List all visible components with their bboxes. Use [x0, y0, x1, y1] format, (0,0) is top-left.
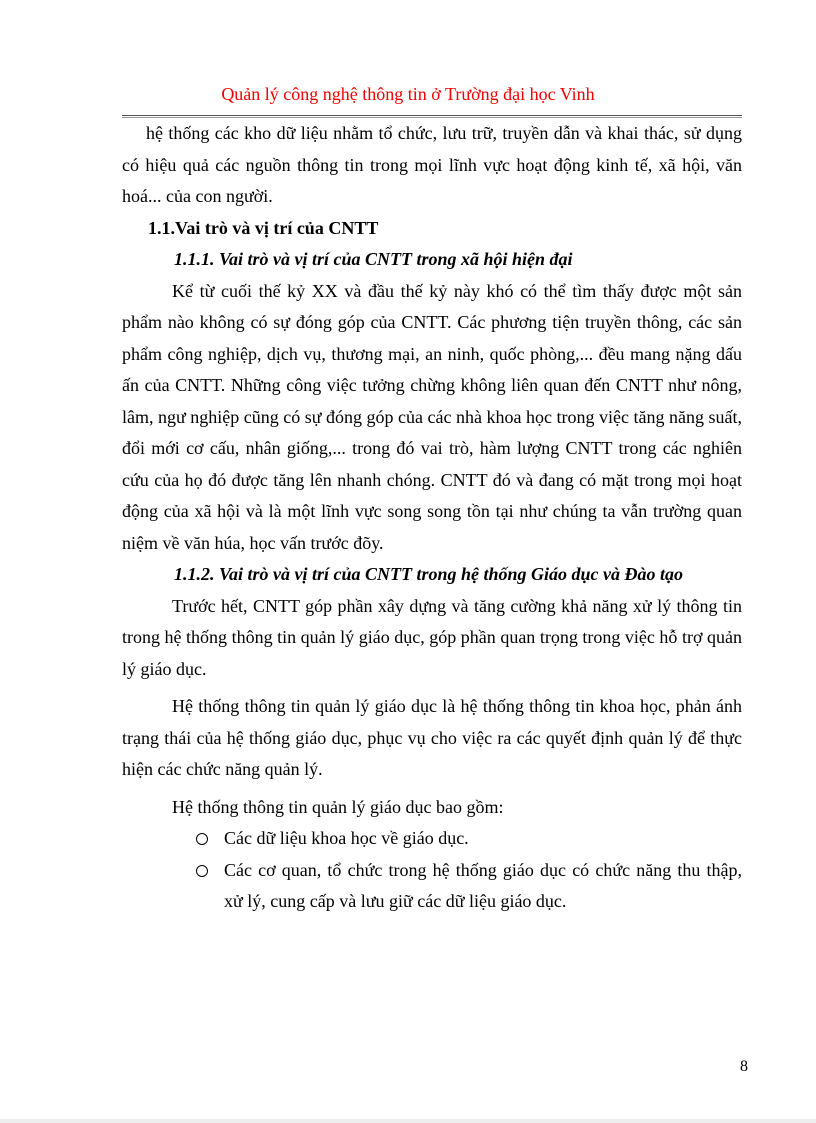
section-heading: 1.1.Vai trò và vị trí của CNTT [148, 217, 379, 238]
hollow-circle-bullet-icon [196, 833, 208, 845]
hollow-circle-bullet-icon [196, 865, 208, 877]
page-number: 8 [740, 1058, 748, 1075]
page-body [122, 118, 742, 918]
subsection-1-paragraph: Kể từ cuối thế kỷ XX và đầu thế kỷ này khó có thể tìm thấy được một sản phẩm nào không có sự đóng góp của CNTT. Các phương tiện truyền thông, các sản phẩm công nghiệp, dịch vụ, thương mại, an ninh, quốc phòng,... đều mang nặng dấu ấn của CNTT. Những công việc tưởng chừng không liên quan đến CNTT như nông, lâm, ngư nghiệp cũng có sự đóng góp của các nhà khoa học trong việc tăng năng suất, đổi mới cơ cấu, nhân giống,... trong đó vai trò, hàm lượng CNTT trong các nghiên cứu của họ đó được tăng lên nhanh chóng. CNTT đó và đang có mặt trong mọi hoạt động của xã hội và là một lĩnh vực song song tồn tại như chúng ta vẫn trường quan niệm về văn húa, học vấn trước đõy. [122, 280, 742, 553]
list-item [122, 823, 742, 855]
list-item-text: Các cơ quan, tổ chức trong hệ thống giáo dục có chức năng thu thập, xử lý, cung cấp và lưu giữ các dữ liệu giáo dục. [224, 859, 742, 911]
subsection-heading-2: 1.1.2. Vai trò và vị trí của CNTT trong hệ thống Giáo dục và Đào tạo [174, 564, 684, 584]
intro-paragraph: hệ thống các kho dữ liệu nhằm tổ chức, lưu trữ, truyền dẫn và khai thác, sử dụng có hiệu quả các nguồn thông tin trong mọi lĩnh vực hoạt động kinh tế, xã hội, văn hoá... của con người. [122, 123, 742, 206]
running-header: Quản lý công nghệ thông tin ở Trường đại học Vinh [221, 84, 595, 104]
subsection-2-paragraph-1: Trước hết, CNTT góp phần xây dựng và tăng cường khả năng xử lý thông tin trong hệ thống thông tin quản lý giáo dục, góp phần quan trọng trong việc hỗ trợ quản lý giáo dục. [122, 595, 742, 679]
page-edge [0, 1119, 816, 1123]
subsection-heading-1: 1.1.1. Vai trò và vị trí của CNTT trong xã hội hiện đại [174, 249, 573, 269]
subsection-2-paragraph-3: Hệ thống thông tin quản lý giáo dục bao gồm: [172, 796, 504, 817]
subsection-2-paragraph-2: Hệ thống thông tin quản lý giáo dục là hệ thống thông tin khoa học, phản ánh trạng thái của hệ thống giáo dục, phục vụ cho việc ra các quyết định quản lý để thực hiện các chức năng quản lý. [122, 696, 742, 779]
list-item [122, 855, 742, 918]
list-item-text: Các dữ liệu khoa học về giáo dục. [224, 828, 469, 848]
